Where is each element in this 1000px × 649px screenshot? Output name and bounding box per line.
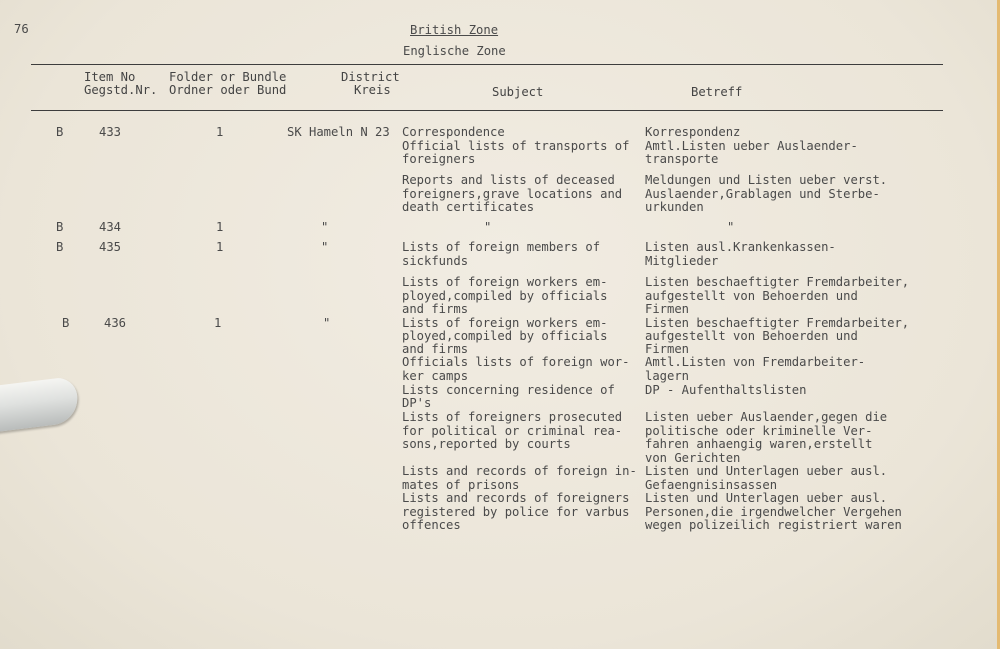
betreff-line: Listen beschaeftigter Fremdarbeiter, (645, 275, 910, 289)
subject-line: Correspondence (402, 125, 505, 139)
betreff-line: Listen beschaeftigter Fremdarbeiter, (645, 316, 910, 330)
header-folder-en: Folder or Bundle (169, 70, 287, 84)
subject-line: ployed,compiled by officials (402, 329, 608, 343)
header-district-de: Kreis (354, 83, 391, 98)
header-top-rule (31, 64, 943, 65)
row-district: " (321, 240, 329, 254)
subject-line: Lists concerning residence of (402, 383, 615, 397)
subject-line: Official lists of transports of (402, 139, 630, 153)
subject-line: Lists and records of foreign in- (402, 464, 637, 478)
subject-line: death certificates (402, 200, 535, 214)
betreff-line: urkunden (645, 200, 704, 214)
subject-line: ployed,compiled by officials (402, 289, 608, 303)
header-item-no-en: Item No (84, 70, 136, 84)
betreff-ditto: " (727, 220, 735, 234)
betreff-line: wegen polizeilich registriert waren (645, 518, 902, 532)
header-district (341, 71, 400, 97)
betreff-line: Auslaender,Grablagen und Sterbe- (645, 187, 880, 201)
row-series: B (56, 220, 64, 234)
betreff-line: lagern (645, 369, 690, 383)
subject-line: Lists of foreign workers em- (402, 275, 608, 289)
subject-line: and firms (402, 302, 469, 316)
paper-clip (0, 376, 80, 436)
subject-ditto: " (484, 220, 492, 234)
betreff-line: Listen ueber Auslaender,gegen die (645, 410, 888, 424)
subject-line: sons,reported by courts (402, 437, 571, 451)
betreff-line: Firmen (645, 302, 690, 316)
subject-line: Lists of foreigners prosecuted (402, 410, 623, 424)
betreff-line: Firmen (645, 342, 690, 356)
betreff-line: aufgestellt von Behoerden und (645, 329, 858, 343)
subject-line: and firms (402, 342, 469, 356)
subject-line: foreigners (402, 152, 476, 166)
subject-line: mates of prisons (402, 478, 520, 492)
zone-title-de: Englische Zone (403, 44, 506, 58)
betreff-line: fahren anhaengig waren,erstellt (645, 437, 873, 451)
betreff-line: Amtl.Listen ueber Auslaender- (645, 139, 858, 153)
header-item-no (84, 71, 157, 97)
row-district: " (321, 220, 329, 234)
betreff-line: aufgestellt von Behoerden und (645, 289, 858, 303)
header-betreff: Betreff (691, 85, 743, 99)
subject-line: sickfunds (402, 254, 469, 268)
betreff-line: Meldungen und Listen ueber verst. (645, 173, 888, 187)
betreff-line: Listen und Unterlagen ueber ausl. (645, 491, 888, 505)
subject-line: ker camps (402, 369, 469, 383)
row-folder: 1 (216, 220, 224, 234)
row-district: " (323, 316, 331, 330)
row-series: B (62, 316, 70, 330)
zone-title-en: British Zone (410, 23, 499, 37)
header-bottom-rule (31, 110, 943, 111)
betreff-line: politische oder kriminelle Ver- (645, 424, 873, 438)
betreff-line: Listen ausl.Krankenkassen- (645, 240, 836, 254)
betreff-line: Listen und Unterlagen ueber ausl. (645, 464, 888, 478)
betreff-line: transporte (645, 152, 719, 166)
row-folder: 1 (216, 240, 224, 254)
betreff-line: Amtl.Listen von Fremdarbeiter- (645, 355, 866, 369)
betreff-line: Korrespondenz (645, 125, 741, 139)
header-subject: Subject (492, 85, 544, 99)
row-folder: 1 (214, 316, 222, 330)
subject-line: Officials lists of foreign wor- (402, 355, 630, 369)
betreff-line: Personen,die irgendwelcher Vergehen (645, 505, 902, 519)
row-item-no: 435 (99, 240, 122, 254)
subject-line: for political or criminal rea- (402, 424, 623, 438)
subject-line: Reports and lists of deceased (402, 173, 615, 187)
row-series: B (56, 240, 64, 254)
row-folder: 1 (216, 125, 224, 139)
row-district: SK Hameln N 23 (287, 125, 390, 139)
betreff-line: Mitglieder (645, 254, 719, 268)
header-folder-de: Ordner oder Bund (169, 83, 287, 98)
subject-line: Lists and records of foreigners (402, 491, 630, 505)
row-item-no: 434 (99, 220, 122, 234)
subject-line: registered by police for varbus (402, 505, 630, 519)
subject-line: offences (402, 518, 461, 532)
betreff-line: von Gerichten (645, 451, 741, 465)
row-series: B (56, 125, 64, 139)
header-district-en: District (341, 70, 400, 84)
header-item-no-de: Gegstd.Nr. (84, 83, 158, 98)
header-folder (169, 71, 286, 97)
page-number: 76 (14, 22, 29, 36)
subject-line: DP's (402, 396, 432, 410)
row-item-no: 433 (99, 125, 122, 139)
subject-line: Lists of foreign members of (402, 240, 601, 254)
betreff-line: DP - Aufenthaltslisten (645, 383, 807, 397)
subject-line: Lists of foreign workers em- (402, 316, 608, 330)
betreff-line: Gefaengnisinsassen (645, 478, 778, 492)
subject-line: foreigners,grave locations and (402, 187, 623, 201)
row-item-no: 436 (104, 316, 127, 330)
